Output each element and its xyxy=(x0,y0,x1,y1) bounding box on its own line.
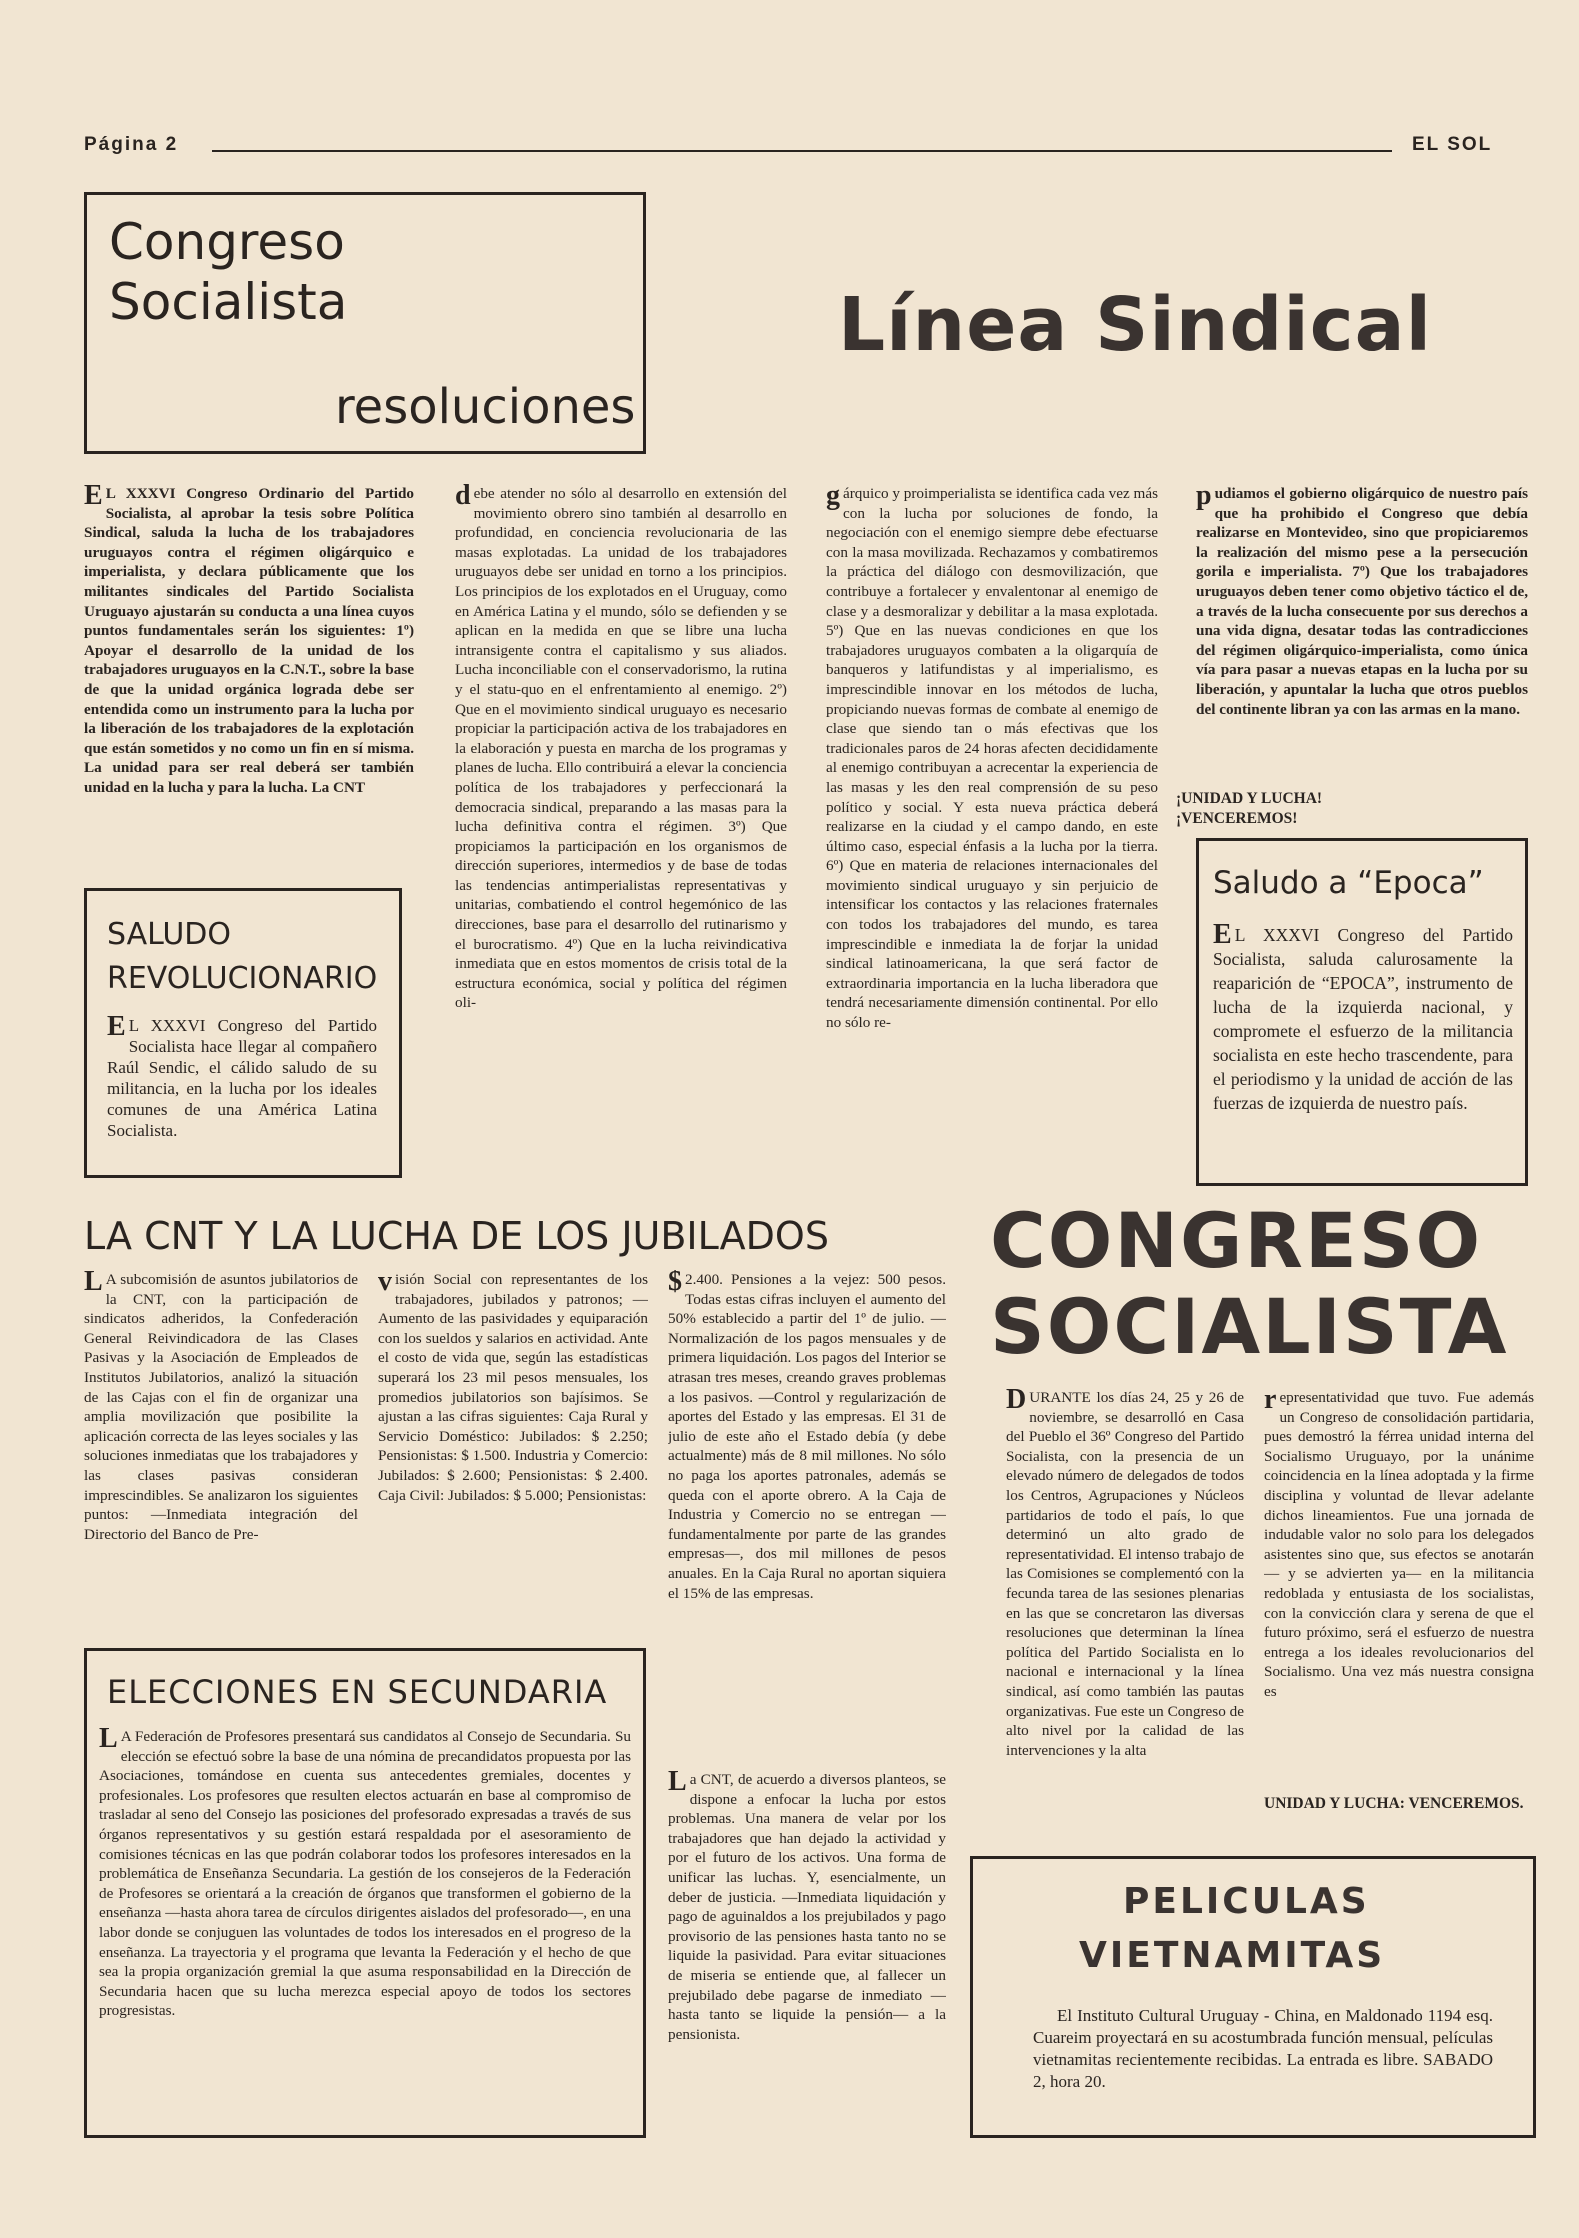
elecciones-body xyxy=(99,1727,631,2127)
linea-col-3 xyxy=(826,484,1158,1194)
linea-col-4-text: pudiamos el gobierno oligárquico de nuestro país que ha prohibido el Congreso que debía realizarse en Montevideo, sino que propiciaremos la realización del mismo pese a la persecución gorila e imperialista. 7º) Que los trabajadores uruguayos deben tener como objetivo táctico el de, a través de la lucha consecuente por sus derechos a una vida digna, desatar todas las contradicciones del régimen oligárquico-imperialista, como única vía para pasar a nuevas etapas en la lucha por su liberación, y apuntalar la lucha que otros pueblos del continente libran ya con las armas en la mano. xyxy=(1196,484,1528,718)
cnt-col-2 xyxy=(378,1270,648,1646)
cnt-col-3 xyxy=(668,1270,946,1764)
congreso-box-line2: Socialista xyxy=(109,273,348,331)
saludo-epoca-text: EL XXXVI Congreso del Partido Socialista, saluda calurosamente la reaparición de “EPOCA”, instrumento de lucha de la izquierda nacional, y compromete el esfuerzo de la militancia socialista en este hecho trascendente, para el periodismo y la unidad de acción de las fuerzas de izquierda de nuestro país. xyxy=(1213,923,1513,1113)
cnt-col-3b-text: La CNT, de acuerdo a diversos planteos, se dispone a enfocar la lucha por estos problemas. Una manera de velar por los trabajadores que han dejado la actividad y por el futuro de los activos. Una forma de unificar las luchas. Y, esencialmente, un deber de justicia. —Inmediata liquidación y pago de aguinaldos a los prejubilados y pago provisorio de las pensiones hasta tanto no se liquide la pasividad. Para evitar situaciones de miseria se entiende que, al fallecer un prejubilado debe pagarse de inmediato —hasta tanto se liquide la pensión— a la pensionista. xyxy=(668,1770,946,2043)
congreso2-col-2-text: representatividad que tuvo. Fue además un Congreso de consolidación partidaria, pues demostró la férrea unidad interna del Socialismo Uruguayo, por la unánime coincidencia en la línea adoptada y la firme disciplina y voluntad de llevar adelante dichos lineamientos. Fue una jornada de indudable valor no solo para los delegados asistentes sino que, sus efectos se anotarán — y se advierten ya— en la militancia redoblada y entusiasta de los socialistas, con la convicción clara y serena de que el futuro próximo, será el esfuerzo de nuestra entrega a los ideales revolucionarios del Socialismo. Una vez más nuestra consigna es xyxy=(1264,1388,1534,1700)
peliculas-text: El Instituto Cultural Uruguay - China, en Maldonado 1194 esq. Cuareim proyectará en su acostumbrada función mensual, películas vietnamitas recientemente recibidas. La entrada es libre. SABADO 2, hora 20. xyxy=(1033,2006,1493,2091)
congreso-big-title-1: CONGRESO xyxy=(990,1196,1483,1285)
linea-sindical-title: Línea Sindical xyxy=(838,282,1432,368)
congreso2-col-1 xyxy=(1006,1388,1244,1834)
congreso2-col-1-text: DURANTE los días 24, 25 y 26 de noviembre, se desarrolló en Casa del Pueblo el 36º Congreso del Partido Socialista, con la presencia de un elevado número de delegados de todos los Centros, Agrupaciones y Núcleos partidarios de todo el país, lo que determinó un alto grado de representatividad. El intenso trabajo de las Comisiones se complementó con la fecunda tarea de las sesiones plenarias en las que se concretaron las diversas resoluciones que determinan la línea política del Partido Socialista en lo nacional e internacional y la línea sindical, así como también las pautas organizativas. Fue este un Congreso de alto nivel por la calidad de las intervenciones y la alta xyxy=(1006,1388,1244,1759)
peliculas-box xyxy=(970,1856,1536,2138)
peliculas-title-2: VIETNAMITAS xyxy=(1079,1935,1386,1976)
elecciones-title: ELECCIONES EN SECUNDARIA xyxy=(107,1673,608,1711)
peliculas-body xyxy=(1033,2005,1493,2125)
linea-col-1-text: EL XXXVI Congreso Ordinario del Partido Socialista, al aprobar la tesis sobre Política Sindical, saluda la lucha de los trabajadores uruguayos contra el régimen oligárquico e imperialista, y declara públicamente que los militantes sindicales del Partido Socialista Uruguayo ajustarán su conducta a una línea cuyos puntos fundamentales serán los siguientes: 1º) Apoyar el desarrollo de la unidad de los trabajadores uruguayos en la C.N.T., sobre la base de que la unidad orgánica lograda debe ser entendida como un instrumento para la lucha por la liberación de los trabajadores de la explotación que están sometidos y no como un fin en sí misma. La unidad para ser real deberá ser también unidad en la lucha y para la lucha. La CNT xyxy=(84,484,414,796)
congreso-big-title-2: SOCIALISTA xyxy=(990,1282,1509,1371)
saludo-rev-title1: SALUDO xyxy=(107,917,232,952)
linea-col-2 xyxy=(455,484,787,1194)
linea-col-2-text: debe atender no sólo al desarrollo en extensión del movimiento obrero sino también al desarrollo en profundidad, en conciencia revolucionaria de las masas explotadas. La unidad de los trabajadores uruguayos debe ser unidad en torno a los principios. Los principios de los explotados en el Uruguay, como en América Latina y el mundo, sólo se defienden y se aplican en la medida en que se libre una lucha intransigente contra el capitalismo y sus aliados. Lucha inconciliable con el conservadorismo, la rutina y el statu-quo en el enfrentamiento al enemigo. 2º) Que en el movimiento sindical uruguayo es necesario propiciar la participación activa de los trabajadores en la elaboración y puesta en marcha de los programas y planes de lucha. Ello contribuirá a elevar la conciencia política de los trabajadores y perfeccionará la democracia sindical, preparando a las masas para la lucha definitiva contra el régimen. 3º) Que propiciamos la participación en los organismos de dirección superiores, intermedios y de base de todas las tendencias antimperialistas representativas y unitarias, combatiendo el control hegemónico de las direcciones, base para el desarrollo del rutinarismo y el burocratismo. 4º) Que en la lucha reivindicativa inmediata que en estos momentos de crisis total de la estructura económica, social y política del régimen oli- xyxy=(455,484,787,1012)
peliculas-title-1: PELICULAS xyxy=(1123,1881,1370,1922)
saludo-revolucionario-box xyxy=(84,888,402,1178)
congreso-resoluciones-box xyxy=(84,192,646,454)
saludo-epoca-title: Saludo a “Epoca” xyxy=(1213,865,1484,901)
newspaper-name: EL SOL xyxy=(1412,134,1493,155)
saludo-rev-title2: REVOLUCIONARIO xyxy=(107,961,378,996)
linea-slogan-2: ¡VENCEREMOS! xyxy=(1176,810,1298,827)
cnt-col-1 xyxy=(84,1270,358,1646)
linea-col-3-text: gárquico y proimperialista se identifica cada vez más con la lucha por soluciones de fondo, la negociación con el enemigo siempre debe efectuarse con la masa movilizada. Rechazamos y combatiremos la práctica del diálogo con desmovilización, que contribuye a fortalecer y envalentonar al enemigo de clase y a desmoralizar y debilitar a la masa explotada. 5º) Que en las nuevas condiciones en que los trabajadores uruguayos combaten a la oligarquía de banqueros y latifundistas y al imperialismo, es imprescindible innovar en los métodos de lucha, propiciando nuevas formas de combate al enemigo de clase que siendo tan o más efectivas que los tradicionales paros de 24 horas afecten decididamente al enemigo contribuyan a acrecentar la experiencia de las masas y les den real comprensión de su peso político y social. Y esta nueva práctica deberá realizarse en la ciudad y el campo dando, en este último caso, especial énfasis a la lucha por la tierra. 6º) Que en materia de relaciones internacionales del movimiento sindical uruguayo y sin perjuicio de intensificar los contactos y las relaciones fraternales con todos los trabajadores del mundo, es tarea imprescindible e inmediata la de forjar la unidad sindical latinoamericana, la que será factor de extraordinaria importancia en la lucha liberadora que tendrá necesariamente dimensión continental. Por ello no sólo re- xyxy=(826,484,1158,1032)
saludo-rev-body xyxy=(107,1015,377,1167)
cnt-col-3b xyxy=(668,1770,946,2142)
saludo-epoca-body xyxy=(1213,923,1513,1175)
congreso2-slogan: UNIDAD Y LUCHA: VENCEREMOS. xyxy=(1264,1795,1524,1812)
header-rule xyxy=(212,150,1392,152)
cnt-col-3-text: $2.400. Pensiones a la vejez: 500 pesos. Todas estas cifras incluyen el aumento del 50% establecido a partir del 1º de julio. —Normalización de los pagos mensuales y de primera liquidación. Los pagos del Interior se atrasan tres meses, creando graves problemas a los pasivos. —Control y regularización de aportes del Estado y las empresas. El 31 de julio de este año el Estado debía (y debe actualmente) más de 8 mil millones. No sólo no paga los aportes patronales, además se queda con el aporte obrero. A la Caja de Industria y Comercio no se entregan —fundamentalmente por parte de las grandes empresas—, dos mil millones de pesos anuales. En la Caja Rural no aportan siquiera el 15% de las empresas. xyxy=(668,1270,946,1602)
linea-slogan-1: ¡UNIDAD Y LUCHA! xyxy=(1176,790,1323,807)
page-number: Página 2 xyxy=(84,134,179,155)
elecciones-box xyxy=(84,1648,646,2138)
elecciones-text: LA Federación de Profesores presentará sus candidatos al Consejo de Secundaria. Su elección se efectuó sobre la base de una nómina de precandidatos propuesta por las Asociaciones, tomándose en cuenta sus antecedentes gremiales, docentes y profesionales. Los profesores que resulten electos actuarán en base al compromiso de trasladar al seno del Consejo las posiciones del profesorado expresadas a través de sus órganos representativos y su gestión estará respaldada por el asesoramiento de comisiones técnicas en las que podrán colaborar todos los profesores interesados en la problemática de Enseñanza Secundaria. La gestión de los consejeros de la Federación de Profesores se orientará a la creación de órganos que transformen el gobierno de la enseñanza —hasta ahora tarea de círculos dirigentes aislados del profesorado—, en una labor donde se conjuguen las voluntades de todos los interesados en el progreso de la enseñanza. La trayectoria y el programa que levanta la Federación y el hecho de que sea la propia organización gremial la que asuma responsabilidad en la Dirección de Secundaria hacen que su lucha merezca especial apoyo de todos los sectores progresistas. xyxy=(99,1727,631,2020)
congreso-box-line1: Congreso xyxy=(109,213,345,271)
congreso2-col-2 xyxy=(1264,1388,1534,1792)
cnt-col-2-text: visión Social con representantes de los trabajadores, jubilados y patronos; —Aumento de las pasividades y equiparación con los sueldos y salarios en actividad. Ante el costo de vida que, según las estadísticas superará los 23 mil pesos mensuales, los promedios jubilatorios son bajísimos. Se ajustan a las cifras siguientes: Caja Rural y Servicio Doméstico: Jubilados: $ 2.250; Pensionistas: $ 1.500. Industria y Comercio: Jubilados: $ 2.600; Pensionistas: $ 2.400. Caja Civil: Jubilados: $ 5.000; Pensionistas: xyxy=(378,1270,648,1504)
cnt-col-1-text: LA subcomisión de asuntos jubilatorios de la CNT, con la participación de sindicatos adheridos, la Confederación General Reivindicadora de las Clases Pasivas y la Asociación de Empleados de Institutos Jubilatorios, analizó la situación de las Cajas con el fin de organizar una amplia movilización que posibilite la aplicación correcta de las leyes sociales y las soluciones inmediatas que los trabajadores y las clases pasivas consideran imprescindibles. Se analizaron los siguientes puntos: —Inmediata integración del Directorio del Banco de Pre- xyxy=(84,1270,358,1543)
saludo-rev-text: EL XXXVI Congreso del Partido Socialista hace llegar al compañero Raúl Sendic, el cálido saludo de su militancia, en la lucha por los ideales comunes de una América Latina Socialista. xyxy=(107,1015,377,1140)
congreso-box-line3: resoluciones xyxy=(335,379,636,435)
linea-col-4 xyxy=(1196,484,1528,784)
saludo-epoca-box xyxy=(1196,838,1528,1186)
cnt-title: LA CNT Y LA LUCHA DE LOS JUBILADOS xyxy=(84,1214,829,1258)
linea-col-1 xyxy=(84,484,414,874)
